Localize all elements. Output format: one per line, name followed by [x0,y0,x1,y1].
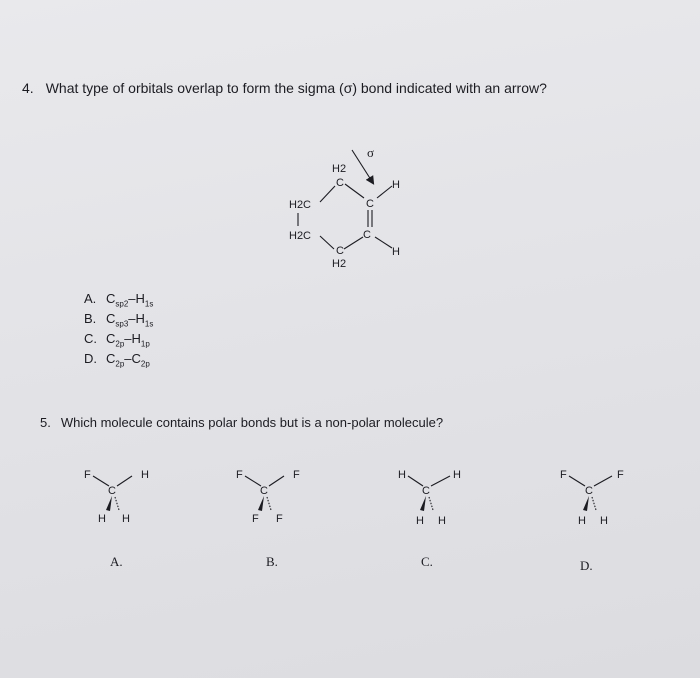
molecule-b-bottom-left: F [252,513,259,525]
bottom-right-carbon: C [363,229,371,241]
left-top-ch2: H2C [289,199,312,211]
molecule-d-top-left: F [560,469,567,481]
choice-d[interactable]: D. $C_{2p}-C_{2p}$ [84,351,150,369]
choice-a[interactable]: A. $C_{sp2}-H_{1s}$ [84,291,154,309]
molecule-d-bottom-right: H [600,515,608,527]
molecule-c-top-left: H [398,469,406,481]
top-right-carbon: C [366,198,374,210]
top-ch2-h2: H2 [332,163,347,175]
choice-b[interactable]: B. $C_{sp3}-H_{1s}$ [84,311,154,329]
molecule-a-bottom-right: H [122,513,130,525]
molecule-c-top-right: H [453,469,461,481]
bottom-ch2-h2: H2 [332,258,347,270]
choice-letter: B. [84,311,97,326]
molecule-d-bottom-left: H [578,515,586,527]
bottom-carbon: C [336,245,344,257]
h-top-right: H [392,179,400,191]
molecule-a-bottom-left: H [98,513,106,525]
h-bottom-right: H [392,246,400,258]
sigma-label: σ [367,145,375,160]
molecule-d [560,469,624,527]
molecule-c-bottom-left: H [416,515,424,527]
molecule-c-bottom-right: H [438,515,446,527]
molecule-d-top-right: F [617,469,624,481]
molecule-a-center: C [108,485,116,497]
choice-letter: C. [84,331,97,346]
molecule-a-top-left: F [84,469,91,481]
molecule-b-center: C [260,485,268,497]
molecule-b-label[interactable]: B. [266,554,278,569]
top-carbon: C [336,177,344,189]
molecule-b [236,469,300,525]
molecule-c-center: C [422,485,430,497]
molecule-b-top-right: F [293,469,300,481]
choice-letter: D. [84,351,97,366]
molecule-c-label[interactable]: C. [421,554,433,569]
cyclohexene-structure [289,145,400,270]
choice-c[interactable]: C. $C_{2p}-H_{1p}$ [84,331,150,349]
molecule-b-bottom-right: F [276,513,283,525]
question-5-number: 5. [40,415,51,430]
molecule-b-top-left: F [236,469,243,481]
molecule-d-center: C [585,485,593,497]
molecule-a-label[interactable]: A. [110,554,123,569]
question-4-number: 4. [22,80,34,96]
question-4-text: What type of orbitals overlap to form the sigma (σ) bond indicated with an arrow? [45,80,547,96]
left-bottom-ch2: H2C [289,230,312,242]
choice-letter: A. [84,291,97,306]
molecule-a [84,469,149,525]
question-5-text: Which molecule contains polar bonds but is a non-polar molecule? [60,415,444,430]
molecule-c [398,469,461,527]
molecule-d-label[interactable]: D. [580,558,593,573]
molecule-a-top-right: H [141,469,149,481]
